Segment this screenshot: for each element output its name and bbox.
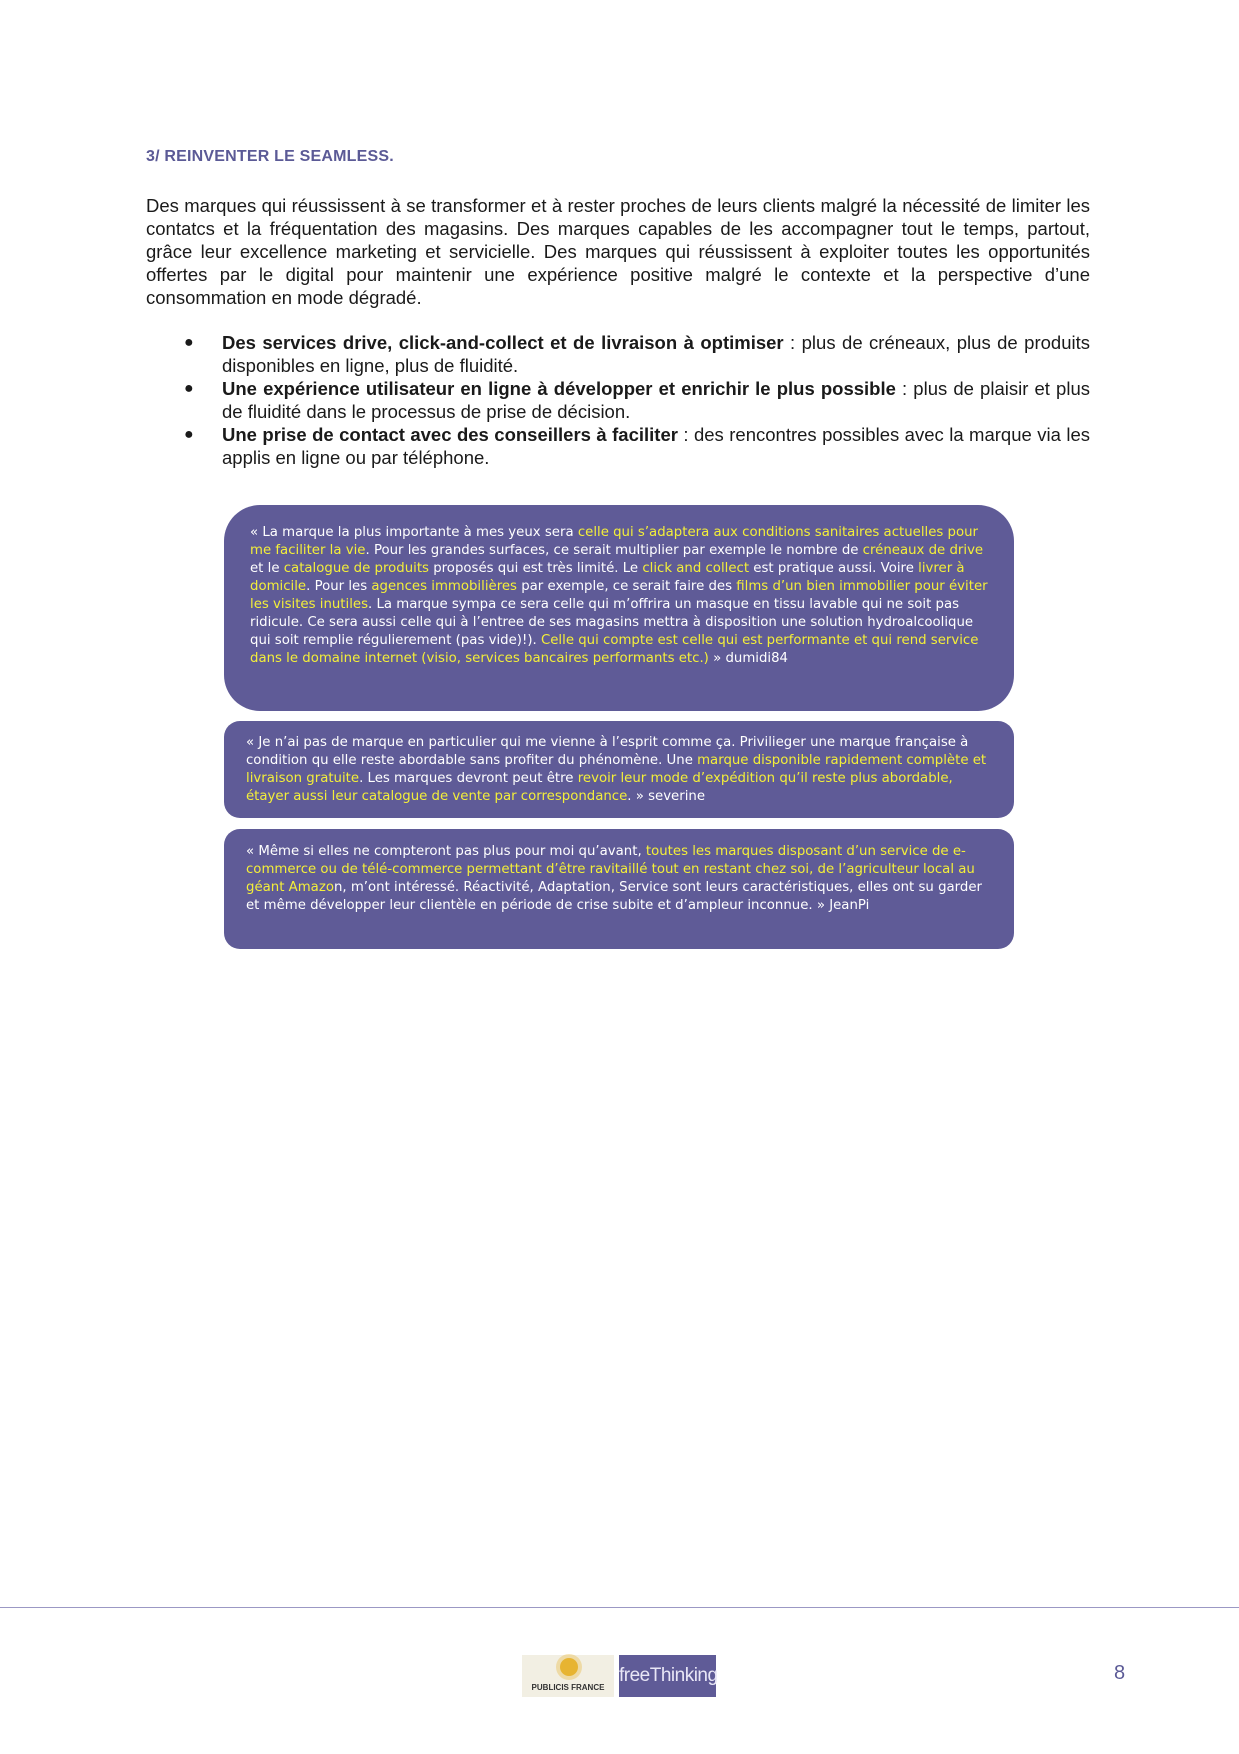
quote-highlight: revoir leur mode d’expédition qu’il reste plus abordable, étayer aussi leur catalogue de vente par correspondance <box>246 771 953 804</box>
list-item <box>146 377 1090 423</box>
freethinking-logo <box>619 1655 716 1697</box>
quote-text: n, m’ont intéressé. Réactivité, Adaptation, Service sont leurs caractéristiques, elles ont su garder et même développer leur clientèle en période de crise subite et d’ampleur inconnue. » JeanPi <box>246 880 982 913</box>
quote-highlight: catalogue de produits <box>283 561 429 576</box>
bullet-bold: Des services drive, click-and-collect et de livraison à optimiser <box>222 332 784 353</box>
bullet-icon: ● <box>184 380 194 397</box>
bullet-bold: Une prise de contact avec des conseillers à faciliter <box>222 424 678 445</box>
quote-highlight: créneaux de drive <box>862 543 984 558</box>
quote-highlight: click and collect <box>642 561 750 576</box>
bullet-text: : plus de créneaux, plus de produits disponibles en ligne, plus de fluidité. <box>222 332 1090 376</box>
publicis-logo-text: PUBLICIS FRANCE <box>531 1683 605 1692</box>
quote-box-severine <box>224 721 1014 818</box>
freethinking-logo-text: freeThinking <box>619 1665 718 1686</box>
bullet-text: : des rencontres possibles avec la marque via les applis en ligne ou par téléphone. <box>222 424 1090 468</box>
quote-text: et le <box>250 561 284 576</box>
quote-box-dumidi84 <box>224 505 1014 711</box>
page-number: 8 <box>1114 1662 1126 1684</box>
quote-text: » dumidi84 <box>708 651 789 666</box>
list-item <box>146 423 1090 469</box>
bullet-bold: Une expérience utilisateur en ligne à développer et enrichir le plus possible <box>222 378 896 399</box>
bullet-icon: ● <box>184 334 194 351</box>
quote-highlight: toutes les marques disposant d’un service de e-commerce ou de télé-commerce permettant d’être ravitaillé tout en restant chez soi, de l’agriculteur local au géant Amazo <box>246 844 975 895</box>
quote-text: est pratique aussi. Voire <box>749 561 919 576</box>
bullet-icon: ● <box>184 426 194 443</box>
quote-text: . Pour les grandes surfaces, ce serait multiplier par exemple le nombre de <box>365 543 863 558</box>
section-title: 3/ REINVENTER LE SEAMLESS. <box>146 148 394 165</box>
quote-box-jeanpi <box>224 829 1014 949</box>
quote-text: proposés qui est très limité. Le <box>428 561 643 576</box>
quote-text: . » severine <box>627 789 706 804</box>
quote-text: « La marque la plus importante à mes yeux sera <box>250 525 578 540</box>
publicis-france-logo <box>522 1655 614 1697</box>
quote-text: . La marque sympa ce sera celle qui m’offrira un masque en tissu lavable qui ne soit pas ridicule. Ce sera aussi celle qui à l’entree de ses magasins mettra à disposition une solution hydroalcoolique qui soit remplie régulierement (pas vide)!). <box>250 597 974 648</box>
lion-sun-icon <box>560 1658 578 1676</box>
bullet-list <box>146 331 1090 469</box>
quote-text: . Les marques devront peut être <box>359 771 578 786</box>
quote-highlight: livrer à domicile <box>250 561 965 594</box>
quote-text: « Même si elles ne compteront pas plus pour moi qu’avant, <box>246 844 646 859</box>
quote-text: . Pour les <box>306 579 372 594</box>
list-item <box>146 331 1090 377</box>
quote-highlight: agences immobilières <box>371 579 517 594</box>
bullet-text: : plus de plaisir et plus de fluidité dans le processus de prise de décision. <box>222 378 1090 422</box>
quote-highlight: Celle qui compte est celle qui est performante et qui rend service dans le domaine internet (visio, services bancaires performants etc.) <box>250 633 979 666</box>
intro-paragraph: Des marques qui réussissent à se transformer et à rester proches de leurs clients malgré la nécessité de limiter les contatcs et la fréquentation des magasins. Des marques capables de les accompagner tout le temps, partout, grâce leur excellence marketing et servicielle. Des marques qui réussissent à exploiter toutes les opportunités offertes par le digital pour maintenir une expérience positive malgré le contexte et la perspective d’une consommation en mode dégradé. <box>146 195 1090 308</box>
quote-text: « Je n’ai pas de marque en particulier qui me vienne à l’esprit comme ça. Privilieger une marque française à condition qu elle reste abordable sans profiter du phénomène. Une <box>246 735 969 768</box>
footer-divider <box>0 1607 1239 1608</box>
quote-text: par exemple, ce serait faire des <box>516 579 737 594</box>
quote-highlight: films d’un bien immobilier pour éviter les visites inutiles <box>250 579 988 612</box>
quote-highlight: marque disponible rapidement complète et livraison gratuite <box>246 753 987 786</box>
quote-highlight: celle qui s’adaptera aux conditions sanitaires actuelles pour me faciliter la vie <box>250 525 979 558</box>
